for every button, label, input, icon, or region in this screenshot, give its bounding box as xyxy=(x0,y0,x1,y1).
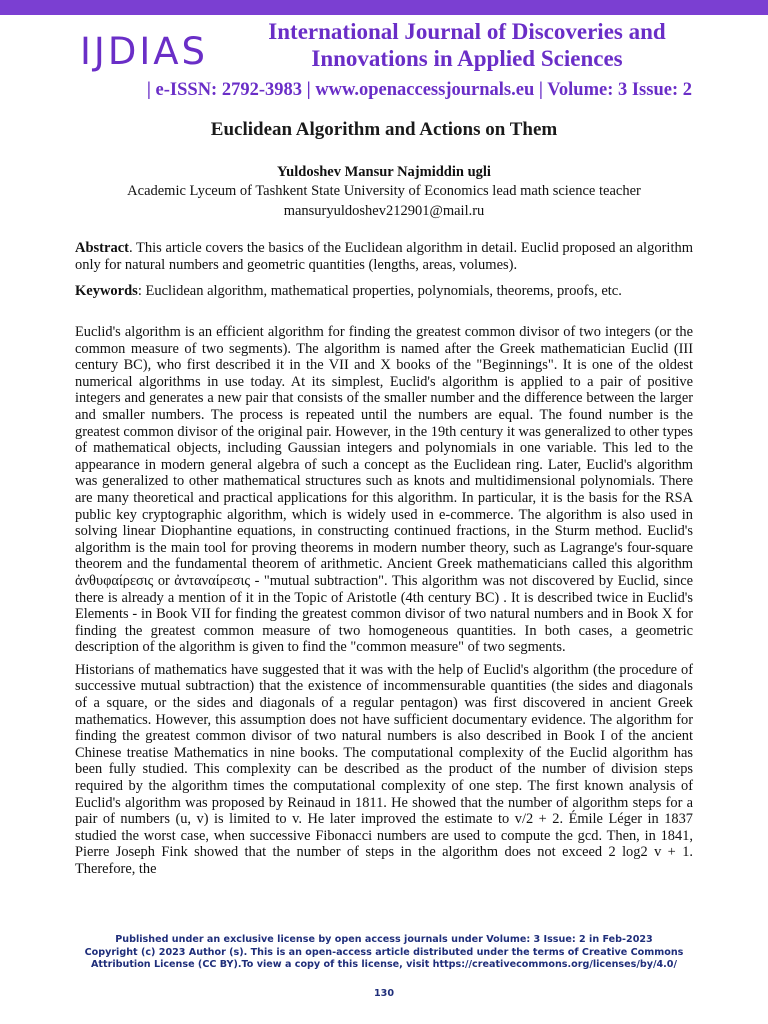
page-number: 130 xyxy=(373,988,395,999)
keywords-label: Keywords xyxy=(75,283,138,299)
abstract-label: Abstract xyxy=(75,240,129,256)
footer-line-2: Copyright (c) 2023 Author (s). This is an open-access article distributed under the terms of Creative Commons xyxy=(84,946,684,958)
keywords xyxy=(75,283,693,300)
author-email: mansuryuldoshev212901@mail.ru xyxy=(283,203,485,219)
issn-volume-line: | e-ISSN: 2792-3983 | www.openaccessjournals.eu | Volume: 3 Issue: 2 xyxy=(146,80,692,100)
journal-title-line-2: Innovations in Applied Sciences xyxy=(311,46,623,71)
header-color-bar xyxy=(0,0,768,15)
journal-title xyxy=(232,18,702,72)
abstract xyxy=(75,240,693,274)
article-title: Euclidean Algorithm and Actions on Them xyxy=(210,119,558,140)
author-affiliation: Academic Lyceum of Tashkent State University of Economics lead math science teacher xyxy=(127,183,641,199)
keywords-text: : Euclidean algorithm, mathematical properties, polynomials, theorems, proofs, etc. xyxy=(137,283,622,299)
license-footer xyxy=(60,934,708,972)
footer-line-1: Published under an exclusive license by open access journals under Volume: 3 Issue: 2 in Feb-2023 xyxy=(115,934,653,945)
article-body xyxy=(75,324,693,884)
journal-logo: IJDIAS xyxy=(80,30,209,73)
body-paragraph-1: Euclid's algorithm is an efficient algorithm for finding the greatest common divisor of two integers (or the common measure of two segments). The algorithm is named after the Greek mathematician Euclid (III century BC), who first described it in the VII and X books of the "Beginnings". It is one of the oldest numerical algorithms in use today. At its simplest, Euclid's algorithm is applied to a pair of positive integers and generates a new pair that consists of the smaller number and the difference between the larger and smaller numbers. The process is repeated until the numbers are equal. The found number is the greatest common divisor of the original pair. However, in the 19th century it was generalized to other types of mathematical objects, including Gaussian integers and polynomials in one variable. This led to the appearance in modern general algebra of such a concept as the Euclidean ring. Later, Euclid's algorithm was generalized to other mathematical structures such as knots and multidimensional polynomials. There are many theoretical and practical applications for this algorithm. In particular, it is the basis for the RSA public key cryptographic algorithm, which is widely used in e-commerce. The algorithm is also used in solving linear Diophantine equations, in constructing continued fractions, in the Sturm method. Euclid's algorithm is the main tool for proving theorems in modern number theory, such as Lagrange's four-square theorem and the fundamental theorem of arithmetic. Ancient Greek mathematicians called this algorithm ἀνθυφαίρεσις or ἀνταναίρεσις - "mutual subtraction". This algorithm was not discovered by Euclid, since there is already a mention of it in the Topic of Aristotle (4th century BC) . It is described twice in Euclid's Elements - in Book VII for finding the greatest common divisor of two natural numbers and in Book X for finding the greatest common measure of two homogeneous quantities. In both cases, a geometric description of the algorithm is given to find the "common measure" of two segments. xyxy=(75,324,693,656)
abstract-text: . This article covers the basics of the Euclidean algorithm in detail. Euclid proposed an algorithm only for natural numbers and geometric quantities (lengths, areas, volumes). xyxy=(75,240,693,273)
author-name: Yuldoshev Mansur Najmiddin ugli xyxy=(277,164,491,180)
footer-line-3: Attribution License (CC BY).To view a copy of this license, visit https://creativecommons.org/licenses/by/4.0/ xyxy=(91,959,677,970)
body-paragraph-2: Historians of mathematics have suggested that it was with the help of Euclid's algorithm (the procedure of successive mutual subtraction) that the existence of incommensurable quantities (the sides and diagonals of a square, or the sides and diagonals of a regular pentagon) was first discovered in ancient Greek mathematics. However, this assumption does not have sufficient documentary evidence. The algorithm for finding the greatest common divisor of two natural numbers is also described in Book I of the ancient Chinese treatise Mathematics in nine books. The computational complexity of the Euclid algorithm has been fully studied. This complexity can be described as the product of the number of division steps required by the algorithm times the computational complexity of one step. The first known analysis of Euclid's algorithm was proposed by Reinaud in 1811. He showed that the number of algorithm steps for a pair of numbers (u, v) is limited to v. He later improved the estimate to v/2 + 2. Émile Léger in 1837 studied the worst case, when successive Fibonacci numbers are used to compute the gcd. Then, in 1841, Pierre Joseph Fink showed that the number of steps in the algorithm does not exceed 2 log2 v + 1. Therefore, the xyxy=(75,661,693,877)
journal-title-line-1: International Journal of Discoveries and xyxy=(268,19,666,44)
